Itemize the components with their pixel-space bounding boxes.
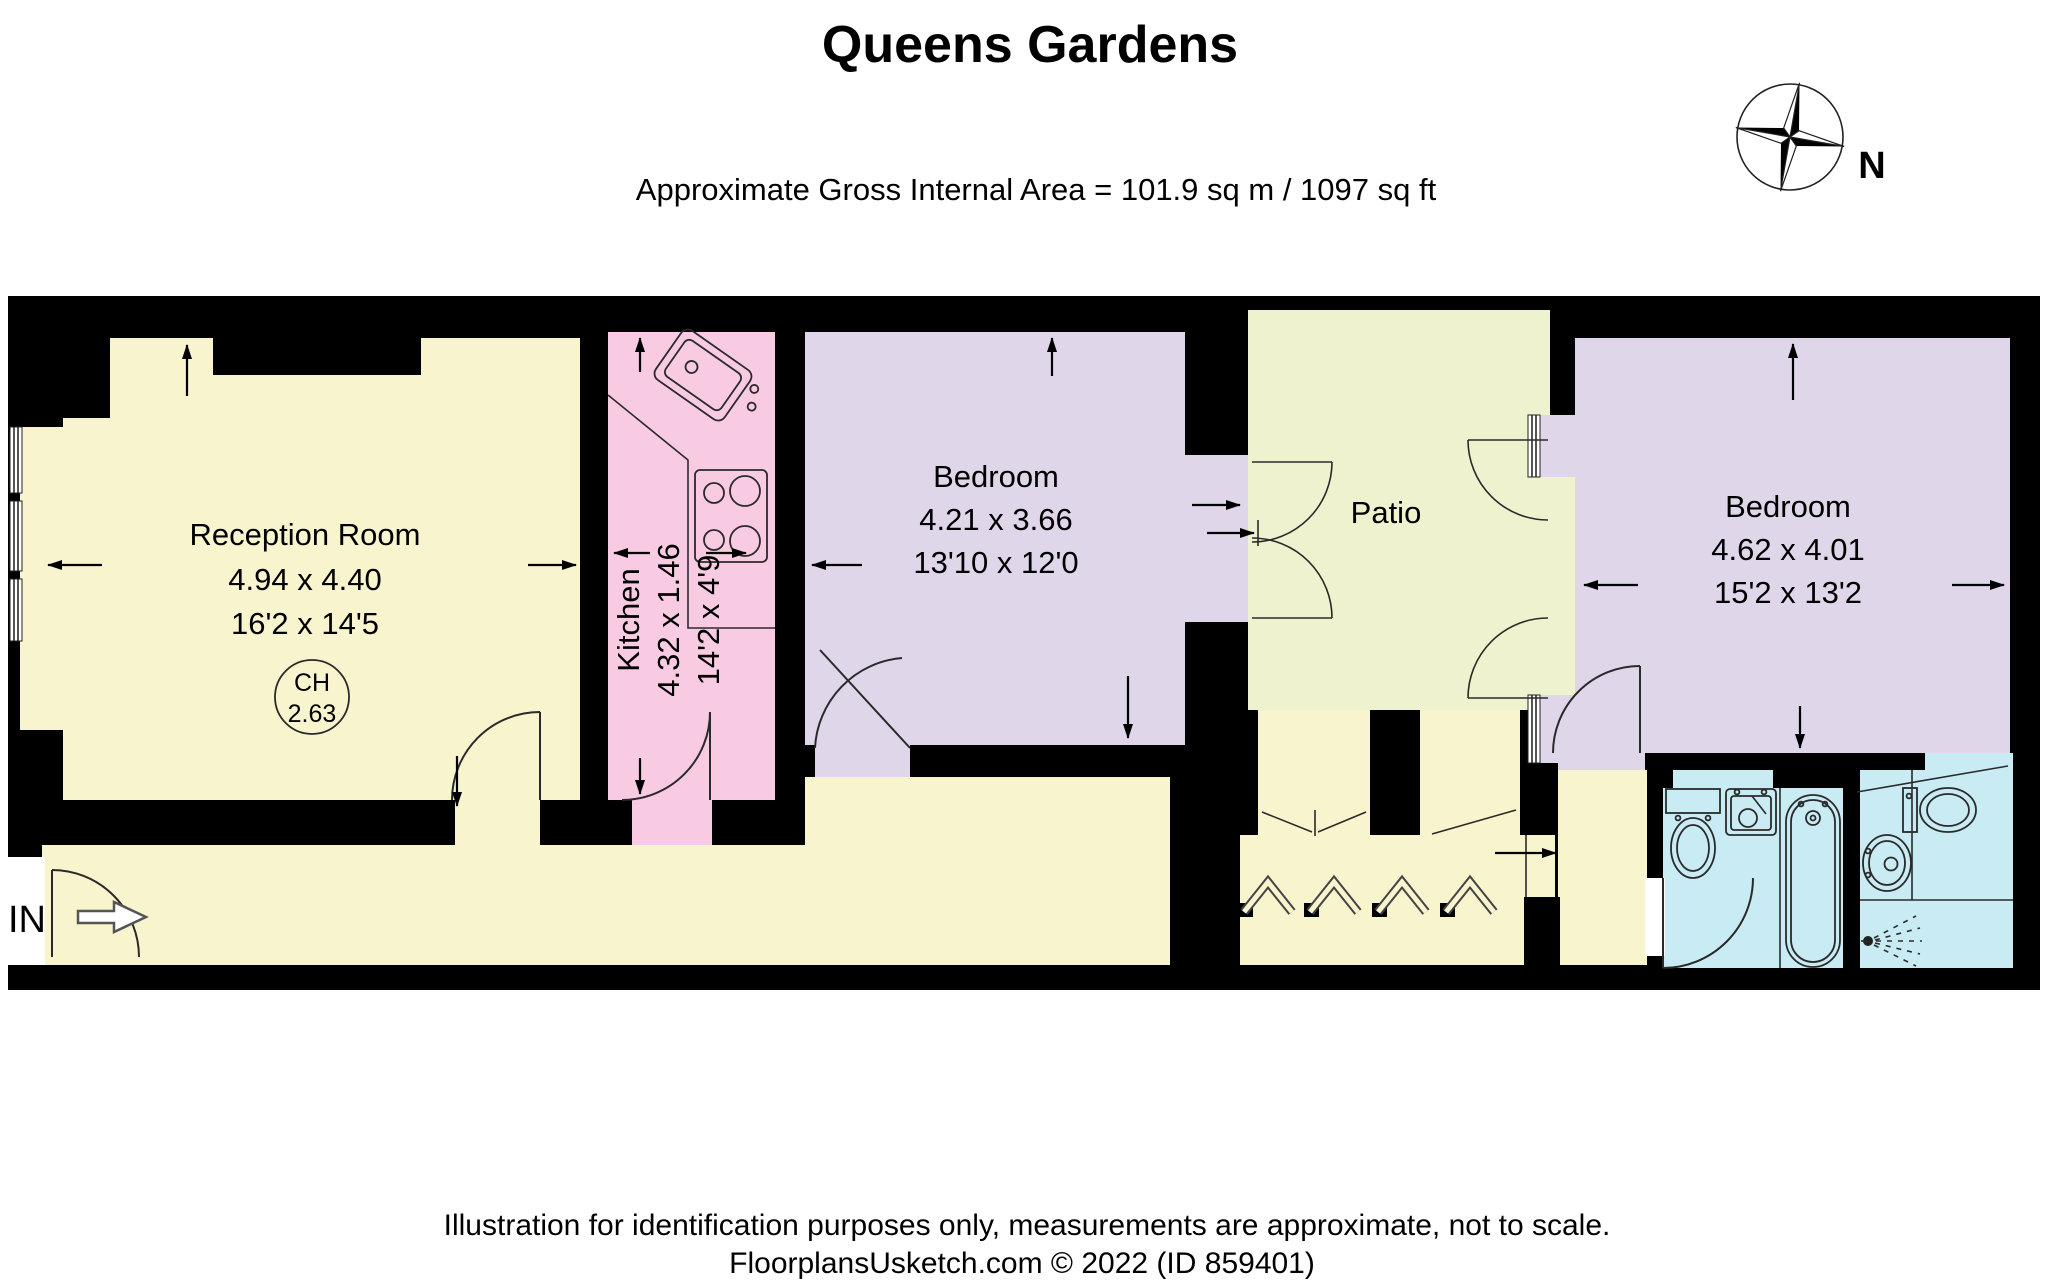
- room-dims-imperial: 13'10 x 12'0: [913, 545, 1079, 580]
- shower-room: [1860, 770, 2013, 968]
- page-title: Queens Gardens: [821, 16, 1239, 74]
- ceiling-label: CH: [293, 669, 331, 697]
- room-name: Kitchen: [611, 568, 646, 672]
- bedroom-2-window-bay-top: [1540, 415, 1575, 477]
- hallway: [42, 845, 1170, 965]
- room-name: Bedroom: [1725, 489, 1851, 524]
- bedroom-1-label-group: [913, 459, 1078, 580]
- bedroom-2-window-top: [1528, 415, 1540, 477]
- compass-rose-icon: [1736, 83, 1886, 191]
- patio-door-gap-right: [1548, 440, 1575, 698]
- patio-door-gap-bottom2: [1420, 710, 1520, 837]
- bathroom-1-notch: [1673, 770, 1773, 790]
- bedroom-2-label-group: [1711, 489, 1864, 610]
- reception-window-2: [10, 501, 22, 571]
- room-dims-imperial: 14'2 x 4'9: [691, 554, 726, 686]
- north-label: N: [1858, 145, 1886, 187]
- reception-corner-step: [63, 338, 110, 418]
- reception-window-bay: [20, 427, 63, 730]
- reception-top-notch: [213, 338, 421, 375]
- bedroom-2-window-bay-bottom: [1540, 695, 1575, 763]
- room-dims-imperial: 16'2 x 14'5: [230, 606, 380, 641]
- reception-window-3: [10, 579, 22, 641]
- hall-column: [1558, 770, 1647, 965]
- credit-line: FloorplansUsketch.com © 2022 (ID 859401): [729, 1247, 1315, 1280]
- shower-room-notch: [1925, 753, 2013, 772]
- room-dims-metric: 4.32 x 1.46: [651, 543, 686, 697]
- ceiling-height: 2.63: [287, 700, 337, 728]
- entrance-label: IN: [8, 899, 46, 941]
- reception-window-1: [10, 427, 22, 493]
- disclaimer-line: Illustration for identification purposes only, measurements are approximate, not to scale.: [443, 1209, 1611, 1242]
- hallway-upper: [805, 777, 1170, 852]
- reception-door-gap: [455, 800, 540, 845]
- kitchen-door-gap: [632, 800, 712, 845]
- room-dims-metric: 4.94 x 4.40: [228, 562, 382, 597]
- area-subtitle: Approximate Gross Internal Area = 101.9 sq m / 1097 sq ft: [635, 172, 1437, 207]
- bedroom-2-window-bottom: [1528, 695, 1540, 763]
- room-dims-metric: 4.21 x 3.66: [919, 502, 1073, 537]
- room-dims-imperial: 15'2 x 13'2: [1713, 575, 1863, 610]
- footer: [444, 1209, 1611, 1280]
- header: [636, 16, 1437, 207]
- bedroom-1-door-gap: [815, 745, 910, 777]
- room-name: Bedroom: [933, 459, 1059, 494]
- room-dims-metric: 4.62 x 4.01: [1711, 532, 1865, 567]
- bedroom-1-bay: [1185, 455, 1248, 622]
- room-name: Reception Room: [189, 517, 421, 552]
- patio-label: Patio: [1350, 495, 1422, 530]
